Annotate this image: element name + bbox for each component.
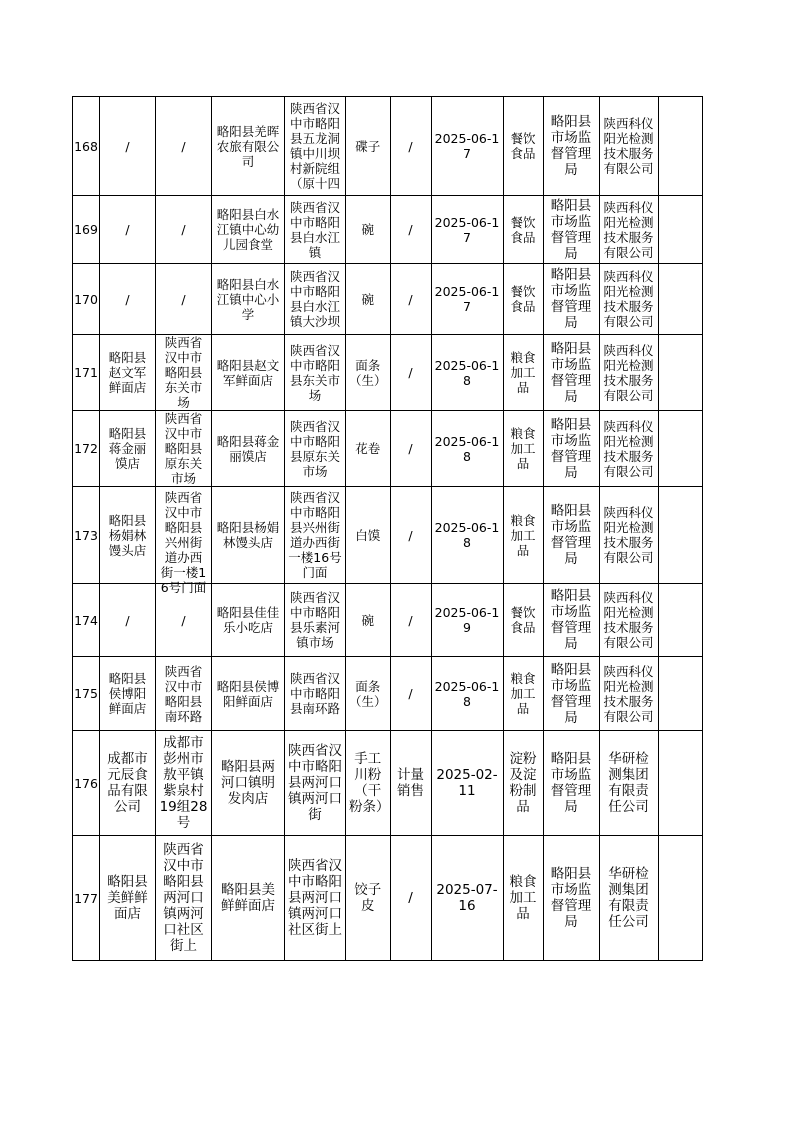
producer-address: / [156, 264, 212, 335]
food-category: 粮食加工品 [503, 487, 543, 584]
testing-lab: 陕西科仪阳光检测技术服务有限公司 [599, 657, 658, 731]
row-number: 173 [73, 487, 100, 584]
table-row [73, 836, 703, 961]
producer-address: 陕西省汉中市略阳县南环路 [156, 657, 212, 731]
row-number: 171 [73, 335, 100, 411]
seller-name: 略阳县白水江镇中心幼儿园食堂 [212, 196, 285, 264]
seller-name: 略阳县两河口镇明发肉店 [212, 731, 285, 836]
seller-name: 略阳县蒋金丽馍店 [212, 411, 285, 487]
sampling-agency: 略阳县市场监督管理局 [543, 657, 599, 731]
row-number: 169 [73, 196, 100, 264]
sampling-agency: 略阳县市场监督管理局 [543, 584, 599, 657]
producer-address: 陕西省汉中市略阳县东关市场 [156, 335, 212, 411]
producer-name: 略阳县杨娟林馒头店 [100, 487, 156, 584]
spec: / [390, 264, 431, 335]
table-row [73, 731, 703, 836]
food-name: 碗 [346, 196, 391, 264]
producer-name: 略阳县美鲜鲜面店 [100, 836, 156, 961]
producer-address [156, 731, 212, 836]
table-row [73, 411, 703, 487]
testing-lab: 陕西科仪阳光检测技术服务有限公司 [599, 196, 658, 264]
note [658, 487, 702, 584]
food-category: 餐饮食品 [503, 97, 543, 196]
producer-address: / [156, 196, 212, 264]
production-date: 2025-07-16 [431, 836, 503, 961]
row-number: 176 [73, 731, 100, 836]
testing-lab: 华研检测集团有限责任公司 [599, 836, 658, 961]
seller-address: 陕西省汉中市略阳县两河口镇两河口社区街上 [285, 836, 346, 961]
note [658, 97, 702, 196]
testing-lab: 陕西科仪阳光检测技术服务有限公司 [599, 264, 658, 335]
food-name: 手工川粉（干粉条） [346, 731, 391, 836]
producer-name: 略阳县侯博阳鲜面店 [100, 657, 156, 731]
spec: / [390, 657, 431, 731]
row-number: 168 [73, 97, 100, 196]
production-date: 2025-06-19 [431, 584, 503, 657]
production-date: 2025-06-17 [431, 97, 503, 196]
food-category: 餐饮食品 [503, 264, 543, 335]
results-table [72, 96, 703, 961]
producer-address: / [156, 97, 212, 196]
producer-address-text: 陕西省汉中市略阳县两河口镇两河口社区街上 [163, 842, 204, 954]
spec: / [390, 335, 431, 411]
spec: / [390, 411, 431, 487]
food-name: 碗 [346, 584, 391, 657]
spec: / [390, 836, 431, 961]
seller-address-text: 陕西省汉中市略阳县兴州街道办西街一楼16号门面 [288, 490, 342, 580]
food-name: 碗 [346, 264, 391, 335]
producer-name: / [100, 196, 156, 264]
sampling-agency: 略阳县市场监督管理局 [543, 196, 599, 264]
food-category: 粮食加工品 [503, 411, 543, 487]
producer-address: 陕西省汉中市略阳县原东关市场 [156, 411, 212, 487]
production-date: 2025-06-17 [431, 264, 503, 335]
producer-name: / [100, 97, 156, 196]
food-name: 面条（生） [346, 657, 391, 731]
note [658, 657, 702, 731]
food-name: 面条（生） [346, 335, 391, 411]
producer-name: 略阳县蒋金丽馍店 [100, 411, 156, 487]
production-date: 2025-02-11 [431, 731, 503, 836]
row-number: 174 [73, 584, 100, 657]
table-row [73, 196, 703, 264]
food-name: 饺子皮 [346, 836, 391, 961]
seller-name: 略阳县白水江镇中心小学 [212, 264, 285, 335]
seller-address: 陕西省汉中市略阳县白水江镇大沙坝 [285, 264, 346, 335]
table-row [73, 657, 703, 731]
spec: / [390, 97, 431, 196]
testing-lab: 陕西科仪阳光检测技术服务有限公司 [599, 411, 658, 487]
row-number: 177 [73, 836, 100, 961]
table-row [73, 487, 703, 584]
seller-name: 略阳县羌晖农旅有限公司 [212, 97, 285, 196]
seller-address-text: 陕西省汉中市略阳县五龙洞镇中川坝村新院组（原十四 [289, 101, 340, 191]
seller-name: 略阳县赵文军鲜面店 [212, 335, 285, 411]
food-category: 粮食加工品 [503, 335, 543, 411]
seller-address: 陕西省汉中市略阳县白水江镇 [285, 196, 346, 264]
testing-lab: 陕西科仪阳光检测技术服务有限公司 [599, 97, 658, 196]
sampling-agency: 略阳县市场监督管理局 [543, 487, 599, 584]
production-date: 2025-06-18 [431, 487, 503, 584]
note [658, 731, 702, 836]
producer-address [156, 487, 212, 595]
seller-address: 陕西省汉中市略阳县南环路 [285, 657, 346, 731]
testing-lab: 陕西科仪阳光检测技术服务有限公司 [599, 335, 658, 411]
food-category: 餐饮食品 [503, 196, 543, 264]
row-number: 175 [73, 657, 100, 731]
producer-address: / [156, 584, 212, 657]
seller-address: 陕西省汉中市略阳县原东关市场 [285, 411, 346, 487]
producer-address-text: 陕西省汉中市略阳县兴州街道办西街一楼16号门面 [160, 490, 207, 595]
table-body [73, 97, 703, 961]
producer-name: 略阳县赵文军鲜面店 [100, 335, 156, 411]
spec: 计量销售 [390, 731, 431, 836]
sampling-agency: 略阳县市场监督管理局 [543, 97, 599, 196]
testing-lab: 陕西科仪阳光检测技术服务有限公司 [599, 584, 658, 657]
seller-name: 略阳县杨娟林馒头店 [212, 487, 285, 584]
food-category: 淀粉及淀粉制品 [503, 731, 543, 836]
sampling-agency: 略阳县市场监督管理局 [543, 335, 599, 411]
producer-name: 成都市元辰食品有限公司 [100, 731, 156, 836]
table-row [73, 97, 703, 196]
production-date: 2025-06-17 [431, 196, 503, 264]
sampling-agency: 略阳县市场监督管理局 [543, 731, 599, 836]
spec: / [390, 487, 431, 584]
food-name: 白馍 [346, 487, 391, 584]
seller-name: 略阳县佳佳乐小吃店 [212, 584, 285, 657]
food-name: 花卷 [346, 411, 391, 487]
producer-address-text: 成都市彭州市敖平镇紫泉村19组28号 [159, 735, 208, 831]
spec: / [390, 196, 431, 264]
seller-name: 略阳县美鲜鲜面店 [212, 836, 285, 961]
table-row [73, 264, 703, 335]
note [658, 584, 702, 657]
seller-address [285, 487, 346, 584]
note [658, 411, 702, 487]
seller-address: 陕西省汉中市略阳县东关市场 [285, 335, 346, 411]
producer-name: / [100, 264, 156, 335]
seller-address [285, 97, 346, 196]
seller-address: 陕西省汉中市略阳县两河口镇两河口街 [285, 731, 346, 836]
testing-lab: 陕西科仪阳光检测技术服务有限公司 [599, 487, 658, 584]
production-date: 2025-06-18 [431, 657, 503, 731]
note [658, 264, 702, 335]
seller-name: 略阳县侯博阳鲜面店 [212, 657, 285, 731]
note [658, 836, 702, 961]
testing-lab: 华研检测集团有限责任公司 [599, 731, 658, 836]
row-number: 170 [73, 264, 100, 335]
note [658, 196, 702, 264]
seller-address: 陕西省汉中市略阳县乐素河镇市场 [285, 584, 346, 657]
sampling-agency: 略阳县市场监督管理局 [543, 836, 599, 961]
note [658, 335, 702, 411]
food-category: 粮食加工品 [503, 657, 543, 731]
sampling-agency: 略阳县市场监督管理局 [543, 411, 599, 487]
table-row [73, 335, 703, 411]
sampling-agency: 略阳县市场监督管理局 [543, 264, 599, 335]
spec: / [390, 584, 431, 657]
production-date: 2025-06-18 [431, 411, 503, 487]
food-category: 粮食加工品 [503, 836, 543, 961]
producer-name: / [100, 584, 156, 657]
food-category: 餐饮食品 [503, 584, 543, 657]
row-number: 172 [73, 411, 100, 487]
production-date: 2025-06-18 [431, 335, 503, 411]
producer-address [156, 836, 212, 961]
food-name: 碟子 [346, 97, 391, 196]
